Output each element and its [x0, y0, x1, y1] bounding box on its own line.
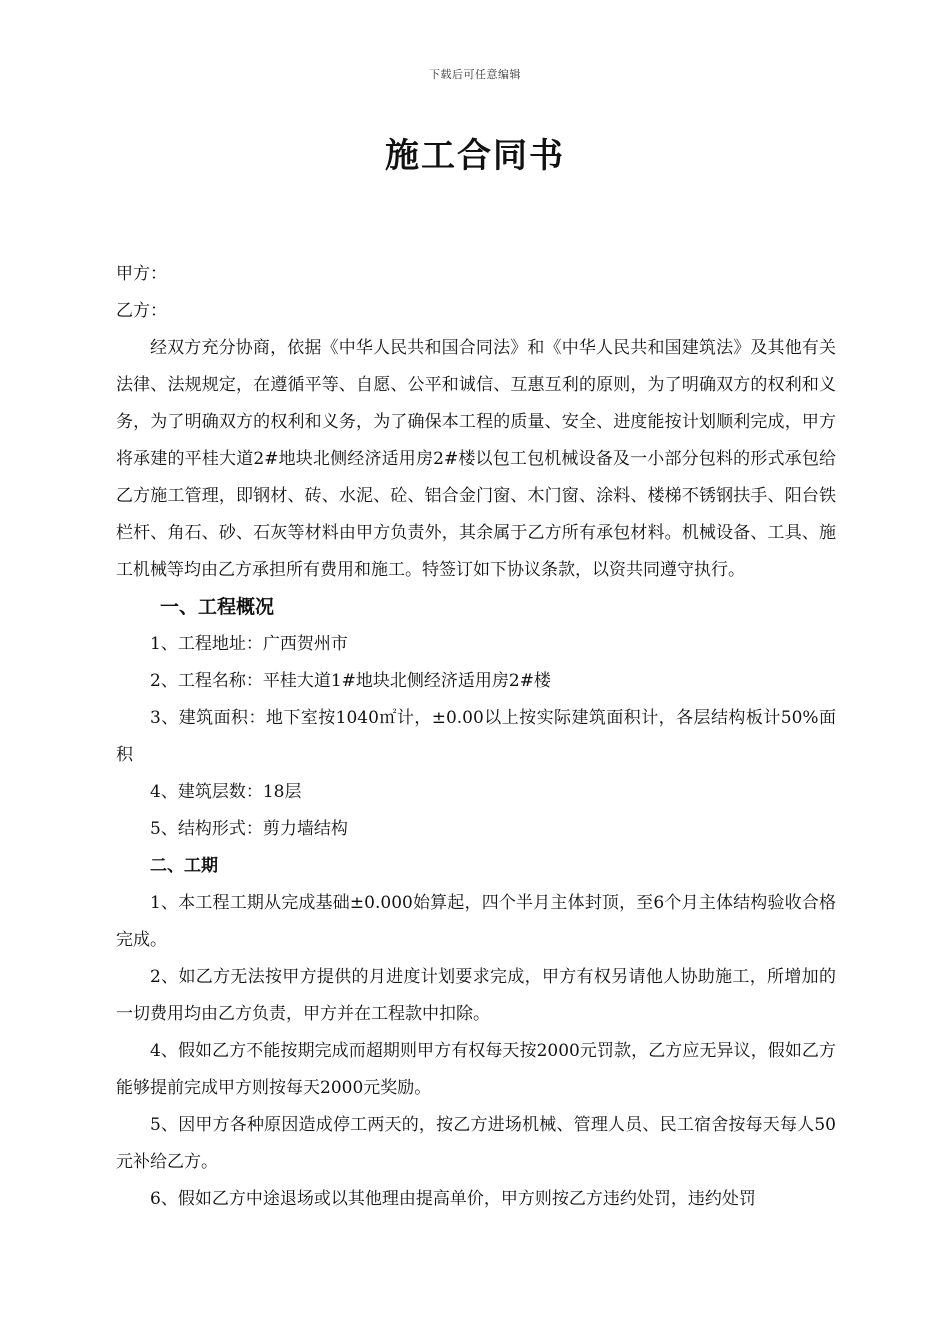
party-b-label: 乙方：	[116, 301, 167, 321]
overview-item: 2、工程名称：平桂大道1#地块北侧经济适用房2#楼	[150, 671, 551, 691]
schedule-item: 6、假如乙方中途退场或以其他理由提高单价，甲方则按乙方违约处罚，违约处罚	[150, 1189, 756, 1209]
document-title: 施工合同书	[385, 136, 565, 176]
section-heading-schedule: 二、工期	[150, 856, 218, 876]
overview-item: 3、建筑面积：地下室按1040㎡计，±0.00以上按实际建筑面积计，各层结构板计50%面积	[116, 708, 836, 765]
contract-body	[116, 256, 836, 1218]
section-heading-overview: 一、工程概况	[160, 596, 275, 618]
schedule-item: 1、本工程工期从完成基础±0.000始算起，四个半月主体封顶，至6个月主体结构验收合格完成。	[116, 893, 836, 950]
intro-paragraph: 经双方充分协商，依据《中华人民共和国合同法》和《中华人民共和国建筑法》及其他有关法律、法规规定，在遵循平等、自愿、公平和诚信、互惠互利的原则，为了明确双方的权利和义务，为了明确双方的权利和义务，为了确保本工程的质量、安全、进度能按计划顺利完成，甲方将承建的平桂大道2#地块北侧经济适用房2#楼以包工包机械设备及一小部分包料的形式承包给乙方施工管理，即钢材、砖、水泥、砼、铝合金门窗、木门窗、涂料、楼梯不锈钢扶手、阳台铁栏杆、角石、砂、石灰等材料由甲方负责外，其余属于乙方所有承包材料。机械设备、工具、施工机械等均由乙方承担所有费用和施工。特签订如下协议条款，以资共同遵守执行。	[116, 338, 836, 580]
header-note: 下载后可任意编辑	[429, 68, 521, 81]
overview-item: 1、工程地址：广西贺州市	[150, 634, 348, 654]
party-a-label: 甲方：	[116, 264, 167, 284]
schedule-item: 2、如乙方无法按甲方提供的月进度计划要求完成，甲方有权另请他人协助施工，所增加的一切费用均由乙方负责，甲方并在工程款中扣除。	[116, 967, 836, 1024]
schedule-item: 5、因甲方各种原因造成停工两天的，按乙方进场机械、管理人员、民工宿舍按每天每人50元补给乙方。	[116, 1115, 836, 1172]
overview-item: 5、结构形式：剪力墙结构	[150, 819, 348, 839]
overview-item: 4、建筑层数：18层	[150, 782, 302, 802]
schedule-item: 4、假如乙方不能按期完成而超期则甲方有权每天按2000元罚款，乙方应无异议，假如乙方能够提前完成甲方则按每天2000元奖励。	[116, 1041, 836, 1098]
